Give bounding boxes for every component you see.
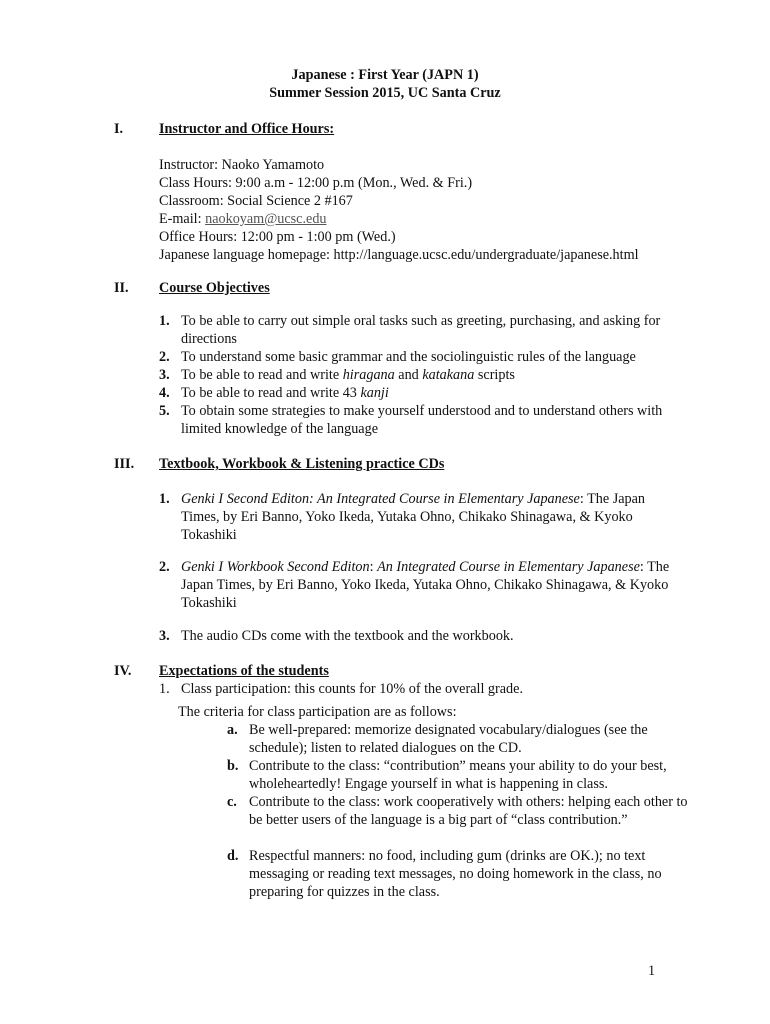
section-1-number: I. <box>114 121 124 137</box>
expectation-number: 1. <box>159 681 170 697</box>
workbook-title: Genki I Workbook Second Editon <box>181 559 370 575</box>
workbook-details: : The Japan Times, by Eri Banno, Yoko Ikeda, Yutaka Ohno, Chikako Shinagawa, & Kyoko Tokashiki <box>181 559 670 611</box>
email-line <box>159 210 327 228</box>
objective-text-part: and <box>394 367 423 383</box>
criteria-text: Contribute to the class: “contribution” means your ability to do your best, wholeheartedly! Engage yourself in what is happening in class. <box>249 758 667 792</box>
workbook-separator: : <box>369 559 378 575</box>
class-hours-line: Class Hours: 9:00 a.m - 12:00 p.m (Mon., Wed. & Fri.) <box>159 175 473 191</box>
classroom-line: Classroom: Social Science 2 #167 <box>159 193 353 209</box>
office-hours-line: Office Hours: 12:00 pm - 1:00 pm (Wed.) <box>159 229 396 245</box>
objective-number: 5. <box>159 403 170 419</box>
email-label: E-mail: <box>159 211 206 227</box>
objective-text <box>181 384 701 402</box>
workbook-entry <box>181 558 686 612</box>
criteria-intro: The criteria for class participation are as follows: <box>178 704 457 720</box>
objective-term: hiragana <box>342 367 395 383</box>
audio-cd-entry: The audio CDs come with the textbook and the workbook. <box>181 628 514 644</box>
document-title: Japanese : First Year (JAPN 1) <box>291 67 479 83</box>
objective-term: katakana <box>422 367 475 383</box>
criteria-text: Contribute to the class: work cooperatively with others: helping each other to be better users of the language is a big part of “class contribution.” <box>249 794 688 828</box>
objective-text-part: scripts <box>474 367 515 383</box>
textbook-title: Genki I Second Editon: An Integrated Course in Elementary Japanese <box>181 491 580 507</box>
textbook-number: 1. <box>159 491 170 507</box>
criteria-letter: a. <box>227 722 238 738</box>
page-number: 1 <box>648 963 656 979</box>
objective-number: 4. <box>159 385 170 401</box>
section-3-number: III. <box>114 456 135 472</box>
homepage-line: Japanese language homepage: http://language.ucsc.edu/undergraduate/japanese.html <box>159 247 639 263</box>
objective-text: To obtain some strategies to make yourself understood and to understand others with limited knowledge of the language <box>181 403 663 437</box>
textbook-entry <box>181 490 686 544</box>
objective-text-part: To be able to read and write 43 <box>181 385 361 401</box>
objective-term: kanji <box>360 385 389 401</box>
criteria-text: Be well-prepared: memorize designated vocabulary/dialogues (see the schedule); listen to related dialogues on the CD. <box>249 722 648 756</box>
section-3-heading: Textbook, Workbook & Listening practice CDs <box>159 456 445 472</box>
objective-text-part: To be able to read and write <box>181 367 343 383</box>
expectation-text: Class participation: this counts for 10% of the overall grade. <box>181 681 523 697</box>
objective-text <box>181 366 701 384</box>
email-link[interactable]: naokoyam@ucsc.edu <box>205 211 327 227</box>
criteria-letter: d. <box>227 848 239 864</box>
textbook-number: 2. <box>159 559 170 575</box>
objective-number: 2. <box>159 349 170 365</box>
section-4-number: IV. <box>114 663 132 679</box>
document-subtitle: Summer Session 2015, UC Santa Cruz <box>269 85 501 101</box>
objective-text: To be able to carry out simple oral tasks such as greeting, purchasing, and asking for directions <box>181 313 661 347</box>
textbook-number: 3. <box>159 628 170 644</box>
section-1-heading: Instructor and Office Hours: <box>159 121 335 137</box>
criteria-text: Respectful manners: no food, including gum (drinks are OK.); no text messaging or reading text messages, no doing homework in the class, no preparing for quizzes in the class. <box>249 848 662 900</box>
criteria-letter: c. <box>227 794 237 810</box>
objective-number: 1. <box>159 313 170 329</box>
workbook-subtitle: An Integrated Course in Elementary Japanese <box>377 559 640 575</box>
objective-text: To understand some basic grammar and the sociolinguistic rules of the language <box>181 349 636 365</box>
section-4-heading: Expectations of the students <box>159 663 329 679</box>
objective-number: 3. <box>159 367 170 383</box>
instructor-line: Instructor: Naoko Yamamoto <box>159 157 325 173</box>
section-2-number: II. <box>114 280 129 296</box>
section-2-heading: Course Objectives <box>159 280 270 296</box>
criteria-letter: b. <box>227 758 239 774</box>
textbook-details: : The Japan Times, by Eri Banno, Yoko Ikeda, Yutaka Ohno, Chikako Shinagawa, & Kyoko Tokashiki <box>181 491 645 543</box>
